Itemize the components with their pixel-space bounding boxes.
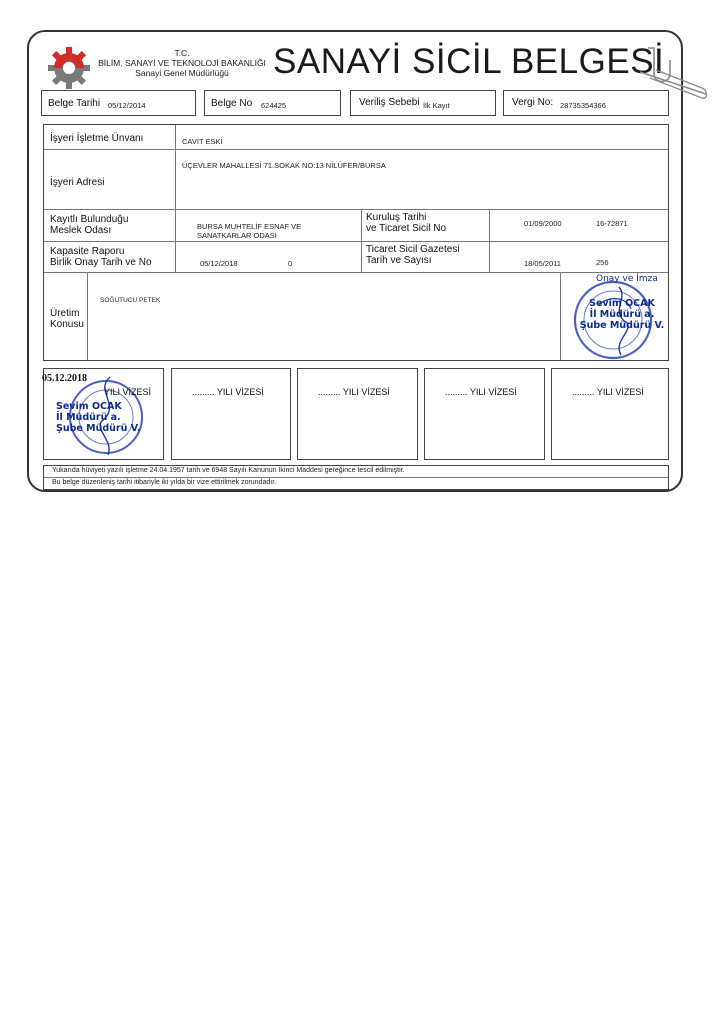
org-line-3: Sanayi Genel Müdürlüğü xyxy=(135,68,229,78)
kurulus-label-line2: ve Ticaret Sicil No xyxy=(366,223,447,234)
row-divider xyxy=(44,272,668,273)
vergi-no-value: 28735354366 xyxy=(560,101,606,110)
verilis-sebebi-value: İlk Kayıt xyxy=(423,101,450,110)
unvan-value: CAVİT ESKİ xyxy=(182,137,223,146)
visa-signer-title-2: Şube Müdürü V. xyxy=(56,423,141,434)
belge-tarihi-value: 05/12/2014 xyxy=(108,101,146,110)
footer-line-1: Yukarıda hüviyeti yazılı işletme 24.04.1957 tarih ve 6948 Sayılı Kanunun İkinci Maddesi gereğince tescil edilmiştir. xyxy=(52,467,405,474)
kurulus-label xyxy=(366,212,446,234)
signer-title-2: Şube Müdürü V. xyxy=(579,320,665,331)
visa-stamp-text xyxy=(56,401,142,434)
row-divider xyxy=(44,241,668,242)
meslek-value-line1: BURSA MUHTELİF ESNAF VE xyxy=(197,222,302,231)
row-divider xyxy=(44,149,668,150)
gazete-label-line2: Tarih ve Sayısı xyxy=(366,255,432,266)
uretim-label-line2: Konusu xyxy=(50,319,84,330)
footer-notice xyxy=(43,465,669,490)
meslek-label-line2: Meslek Odası xyxy=(50,225,112,236)
belge-tarihi-box xyxy=(41,90,196,116)
col-divider xyxy=(361,209,362,272)
document-title: SANAYİ SİCİL BELGESİ xyxy=(273,42,665,81)
uretim-label-line1: Üretim xyxy=(50,308,80,319)
org-line-1: T.C. xyxy=(174,48,190,58)
kapasite-tarih-value: 05/12/2018 xyxy=(200,259,238,268)
col-divider xyxy=(87,272,88,360)
visa-box-5 xyxy=(551,368,669,460)
vergi-no-label: Vergi No: xyxy=(512,97,554,108)
gazete-tarih-value: 18/05/2011 xyxy=(524,259,561,268)
visa-4-label: ......... YILI VİZESİ xyxy=(445,387,517,397)
col-divider xyxy=(489,209,490,272)
row-divider xyxy=(44,209,668,210)
visa-box-1 xyxy=(43,368,164,460)
visa-2-label: ......... YILI VİZESİ xyxy=(192,387,264,397)
belge-no-box xyxy=(204,90,341,116)
verilis-sebebi-label: Veriliş Sebebi xyxy=(359,97,420,108)
gazete-label-line1: Ticaret Sicil Gazetesi xyxy=(366,244,460,255)
org-line-2: BİLİM, SANAYİ VE TEKNOLOJİ BAKANLIĞI xyxy=(98,58,266,68)
belge-no-label: Belge No xyxy=(211,98,253,109)
visa-signer-name: Sevim OCAK xyxy=(56,401,122,412)
paper-clip-icon xyxy=(610,44,710,104)
belge-tarihi-label: Belge Tarihi xyxy=(48,98,101,109)
info-table xyxy=(43,124,669,361)
onay-imza-label: Onay ve İmza xyxy=(596,274,658,284)
visa-1-label: YILI VİZESİ xyxy=(104,387,152,397)
signature-stamp-text xyxy=(579,298,665,331)
certificate-frame xyxy=(27,30,683,492)
gazete-sayi-value: 256 xyxy=(596,258,609,267)
visa-box-2 xyxy=(171,368,291,460)
visa-date: 05.12.2018 xyxy=(42,373,87,384)
signer-name: Sevim OCAK xyxy=(589,298,655,309)
unvan-label: İşyeri İşletme Ünvanı xyxy=(50,133,144,144)
visa-3-label: ......... YILI VİZESİ xyxy=(318,387,390,397)
adres-label: İşyeri Adresi xyxy=(50,177,105,188)
adres-value: ÜÇEVLER MAHALLESİ 71.SOKAK NO:13 NİLÜFER/BURSA xyxy=(182,161,386,170)
kurulus-tarih-value: 01/09/2000 xyxy=(524,219,562,228)
visa-signer-title-1: İl Müdürü a. xyxy=(56,412,121,423)
gazete-label xyxy=(366,244,460,266)
meslek-value xyxy=(197,222,301,240)
ministry-name xyxy=(97,48,267,78)
col-divider xyxy=(560,272,561,360)
uretim-value: SOĞUTUCU PETEK xyxy=(100,297,161,304)
col-divider xyxy=(175,125,176,272)
ministry-gear-logo xyxy=(42,44,96,90)
kapasite-label-line2: Birlik Onay Tarih ve No xyxy=(50,257,152,268)
uretim-label xyxy=(50,308,84,330)
belge-no-value: 624425 xyxy=(261,101,287,110)
verilis-sebebi-box xyxy=(350,90,496,116)
visa-5-label: ......... YILI VİZESİ xyxy=(572,387,644,397)
kapasite-no-value: 0 xyxy=(288,259,293,268)
kapasite-label-line1: Kapasite Raporu xyxy=(50,246,125,257)
ticaret-sicil-no-value: 16-72871 xyxy=(596,219,628,228)
footer-line-2: Bu belge düzenleniş tarihi itibariyle iki yılda bir vize ettirilmek zorundadır. xyxy=(52,479,277,486)
kurulus-label-line1: Kuruluş Tarihi xyxy=(366,212,427,223)
meslek-label-line1: Kayıtlı Bulunduğu xyxy=(50,214,129,225)
visa-box-3 xyxy=(297,368,418,460)
signer-title-1: İl Müdürü a. xyxy=(589,309,655,320)
meslek-value-line2: SANATKARLAR ODASI xyxy=(197,231,277,240)
kapasite-label xyxy=(50,246,152,268)
visa-box-4 xyxy=(424,368,545,460)
footer-divider xyxy=(44,477,668,478)
meslek-label xyxy=(50,214,128,236)
